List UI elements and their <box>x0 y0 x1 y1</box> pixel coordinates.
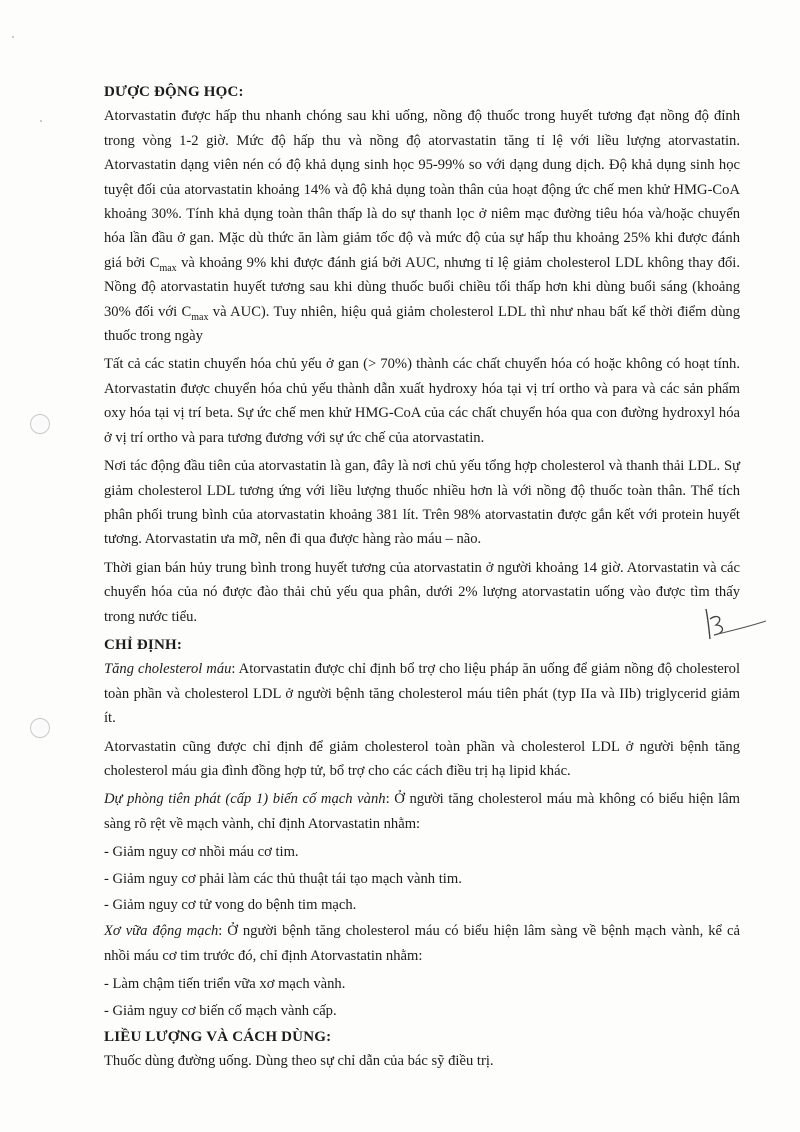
paragraph: Thời gian bán hủy trung bình trong huyết tương của atorvastatin ở người khoảng 14 giờ. Atorvastatin và các chuyển hóa của nó được đào thải chủ yếu qua phân, dưới 2% lượng atorvastatin uống vào được tìm thấy trong nước tiểu. <box>104 559 740 625</box>
section-heading-dosage: LIỀU LƯỢNG VÀ CÁCH DÙNG: <box>104 1029 332 1046</box>
punch-hole-mark <box>30 718 50 738</box>
paragraph <box>104 919 740 968</box>
paragraph-text: : Atorvastatin được chỉ định bổ trợ cho liệu pháp ăn uống để giảm nồng độ cholesterol toàn phần và cholesterol LDL ở người bệnh tăng cholesterol máu tiên phát (typ IIa và IIb) triglycerid giảm ít. <box>104 661 740 727</box>
subscript-max: max <box>159 262 177 274</box>
list-item: - Làm chậm tiến triển vữa xơ mạch vành. <box>104 976 346 993</box>
paragraph-label: Xơ vữa động mạch <box>104 923 219 940</box>
list-item: - Giảm nguy cơ tử vong do bệnh tim mạch. <box>104 897 357 913</box>
paragraph-text: và AUC). Tuy nhiên, hiệu quả giảm cholesterol LDL thì như nhau bất kể thời điểm dùng thuốc trong ngày <box>104 303 740 345</box>
subscript-max: max <box>191 311 209 323</box>
paragraph-text: : Ở người tăng cholesterol máu mà không có biểu hiện lâm sàng rõ rệt về mạch vành, chỉ định Atorvastatin nhằm: <box>104 791 740 832</box>
list-item: - Giảm nguy cơ nhồi máu cơ tim. <box>104 844 299 861</box>
punch-hole-mark <box>30 414 50 434</box>
paragraph-label: Tăng cholesterol máu <box>104 661 232 678</box>
paragraph-text: Atorvastatin được hấp thu nhanh chóng sau khi uống, nồng độ thuốc trong huyết tương đạt nồng độ đỉnh trong vòng 1-2 giờ. Mức độ hấp thu và nồng độ atorvastatin tăng tỉ lệ với liều lượng atorvastatin. Atorvastatin dạng viên nén có độ khả dụng sinh học 95-99% so với dạng dung dịch. Độ khả dụng sinh học tuyệt đối của atorvastatin khoảng 14% và độ khả dụng toàn thân của hoạt động ức chế men khử HMG-CoA khoảng 30%. Tính khả dụng toàn thân thấp là do sự thanh lọc ở niêm mạc đường tiêu hóa và/hoặc chuyển hóa lần đầu ở gan. Mặc dù thức ăn làm giảm tốc độ và mức độ của sự hấp thu khoảng 25% khi được đánh giá bởi C <box>104 108 740 271</box>
paragraph <box>104 104 740 348</box>
paragraph: Nơi tác động đầu tiên của atorvastatin là gan, đây là nơi chủ yếu tổng hợp cholesterol và thanh thải LDL. Sự giảm cholesterol LDL tương ứng với liều lượng thuốc nhiều hơn là với nồng độ thuốc toàn thân. Thể tích phân phối trung bình của atorvastatin khoảng 381 lít. Trên 98% atorvastatin được gắn kết với protein huyết tương. Atorvastatin ưa mỡ, nên đi qua được hàng rào máu – não. <box>104 458 740 548</box>
document-body <box>104 80 740 1078</box>
paragraph <box>104 657 740 730</box>
paragraph-label: Dự phòng tiên phát (cấp 1) biến cố mạch vành <box>104 791 386 808</box>
scan-speck <box>12 36 14 38</box>
list-item: - Giảm nguy cơ phải làm các thủ thuật tái tạo mạch vành tim. <box>104 870 462 887</box>
paragraph-text: : Ở người bệnh tăng cholesterol máu có biểu hiện lâm sàng về bệnh mạch vành, kể cả nhồi máu cơ tim trước đó, chỉ định Atorvastatin nhằm: <box>104 923 740 964</box>
paragraph: Atorvastatin cũng được chỉ định để giảm cholesterol toàn phần và cholesterol LDL ở người bệnh tăng cholesterol máu gia đình đồng hợp tử, bổ trợ cho các cách điều trị hạ lipid khác. <box>104 738 740 779</box>
paragraph <box>104 787 740 836</box>
list-item: - Giảm nguy cơ biến cố mạch vành cấp. <box>104 1002 337 1019</box>
scan-speck <box>40 120 42 122</box>
section-heading-indications: CHỈ ĐỊNH: <box>104 636 183 653</box>
paragraph: Thuốc dùng đường uống. Dùng theo sự chỉ dẫn của bác sỹ điều trị. <box>104 1053 494 1070</box>
paragraph-text: và khoảng 9% khi được đánh giá bởi AUC, nhưng tỉ lệ giảm cholesterol LDL không thay đổi. Nồng độ atorvastatin huyết tương sau khi dùng thuốc buổi chiều tối thấp hơn khi dùng buổi sáng (khoảng 30% đối với C <box>104 254 740 320</box>
section-heading-pharmacokinetics: DƯỢC ĐỘNG HỌC: <box>104 84 244 100</box>
paragraph: Tất cả các statin chuyển hóa chủ yếu ở gan (> 70%) thành các chất chuyển hóa có hoặc không có hoạt tính. Atorvastatin được chuyển hóa chủ yếu thành dẫn xuất hydroxy hóa tại vị trí ortho và para và các sản phẩm oxy hóa tại vị trí beta. Sự ức chế men khử HMG-CoA của các chất chuyển hóa qua con đường hydroxyl hóa ở vị trí ortho và para tương đương với sự ức chế của atorvastatin. <box>104 356 740 446</box>
